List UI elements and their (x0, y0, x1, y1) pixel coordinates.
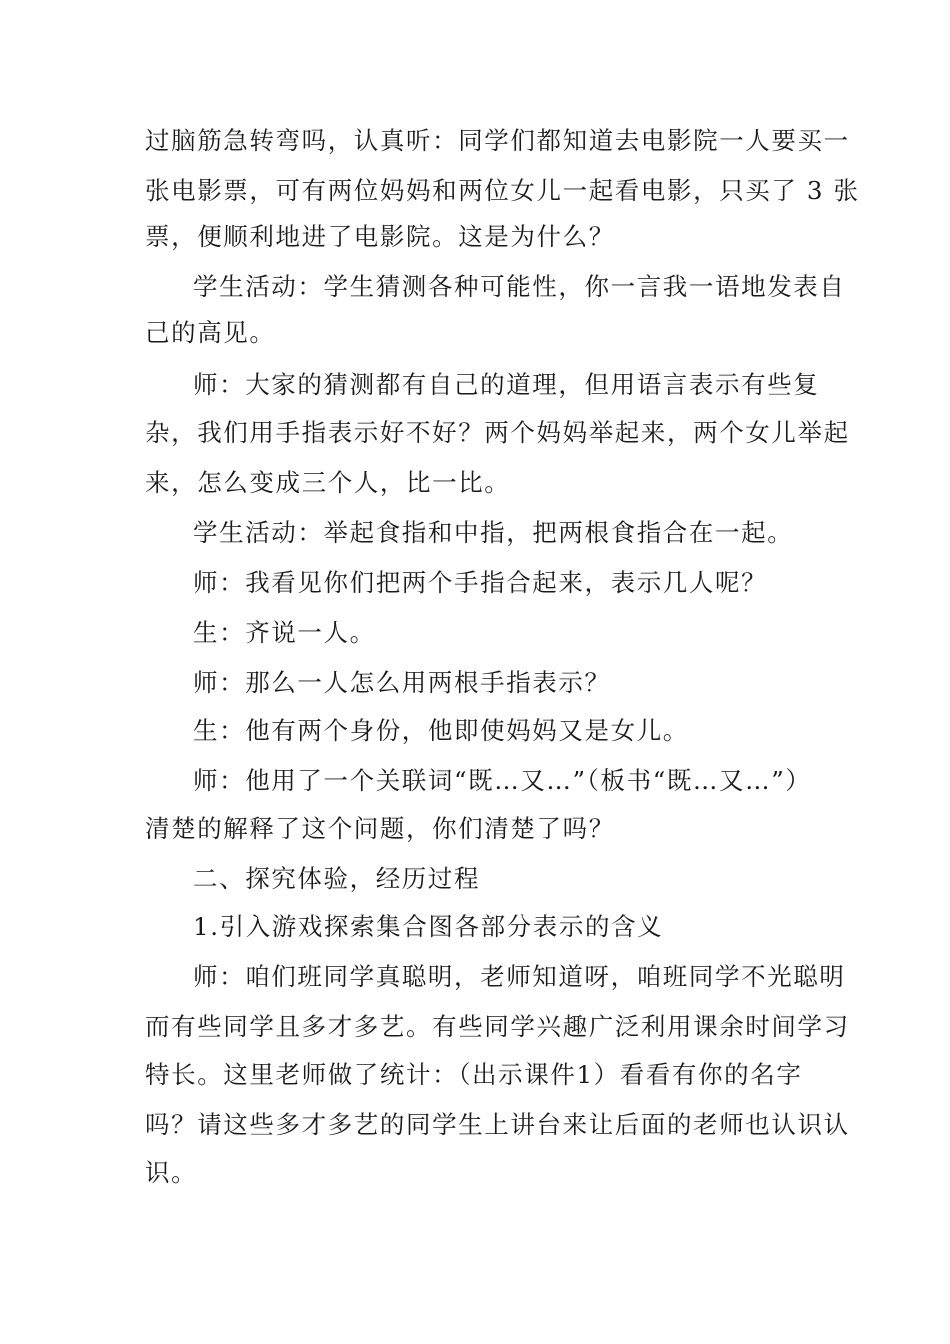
text-line: 特长。这里老师做了统计：（出示课件1）看看有你的名字 (145, 1060, 803, 1089)
paragraph-start: 师：咱们班同学真聪明，老师知道呀，咱班同学不光聪明 (193, 962, 846, 991)
subsection-heading: 1.引入游戏探索集合图各部分表示的含义 (193, 912, 664, 941)
paragraph-start: 师：大家的猜测都有自己的道理，但用语言表示有些复 (193, 370, 820, 399)
paragraph-start: 学生活动：学生猜测各种可能性，你一言我一语地发表自 (193, 272, 846, 301)
text-line: 清楚的解释了这个问题，你们清楚了吗？ (145, 814, 615, 843)
text-line: 张电影票，可有两位妈妈和两位女儿一起看电影，只买了 3 张 (145, 176, 860, 205)
text-line: 己的高见。 (145, 318, 276, 347)
paragraph-start: 生：他有两个身份，他即使妈妈又是女儿。 (193, 716, 689, 745)
section-heading: 二、探究体验，经历过程 (193, 864, 481, 893)
paragraph-start: 师：那么一人怎么用两根手指表示？ (193, 668, 611, 697)
text-line: 识。 (145, 1158, 198, 1187)
text-line: 来，怎么变成三个人，比一比。 (145, 468, 511, 497)
text-line: 杂，我们用手指表示好不好？两个妈妈举起来，两个女儿举起 (145, 418, 850, 447)
paragraph-start: 师：我看见你们把两个手指合起来，表示几人呢？ (193, 568, 768, 597)
text-line: 票，便顺利地进了电影院。这是为什么？ (145, 222, 615, 251)
paragraph-start: 师：他用了一个关联词“既…又…”（板书“既…又…”） (193, 766, 812, 795)
text-line: 而有些同学且多才多艺。有些同学兴趣广泛利用课余时间学习 (145, 1012, 850, 1041)
text-line: 过脑筋急转弯吗，认真听：同学们都知道去电影院一人要买一 (145, 126, 850, 155)
paragraph-start: 学生活动：举起食指和中指，把两根食指合在一起。 (193, 518, 794, 547)
text-line: 吗？请这些多才多艺的同学生上讲台来让后面的老师也认识认 (145, 1110, 850, 1139)
paragraph-start: 生：齐说一人。 (193, 618, 376, 647)
